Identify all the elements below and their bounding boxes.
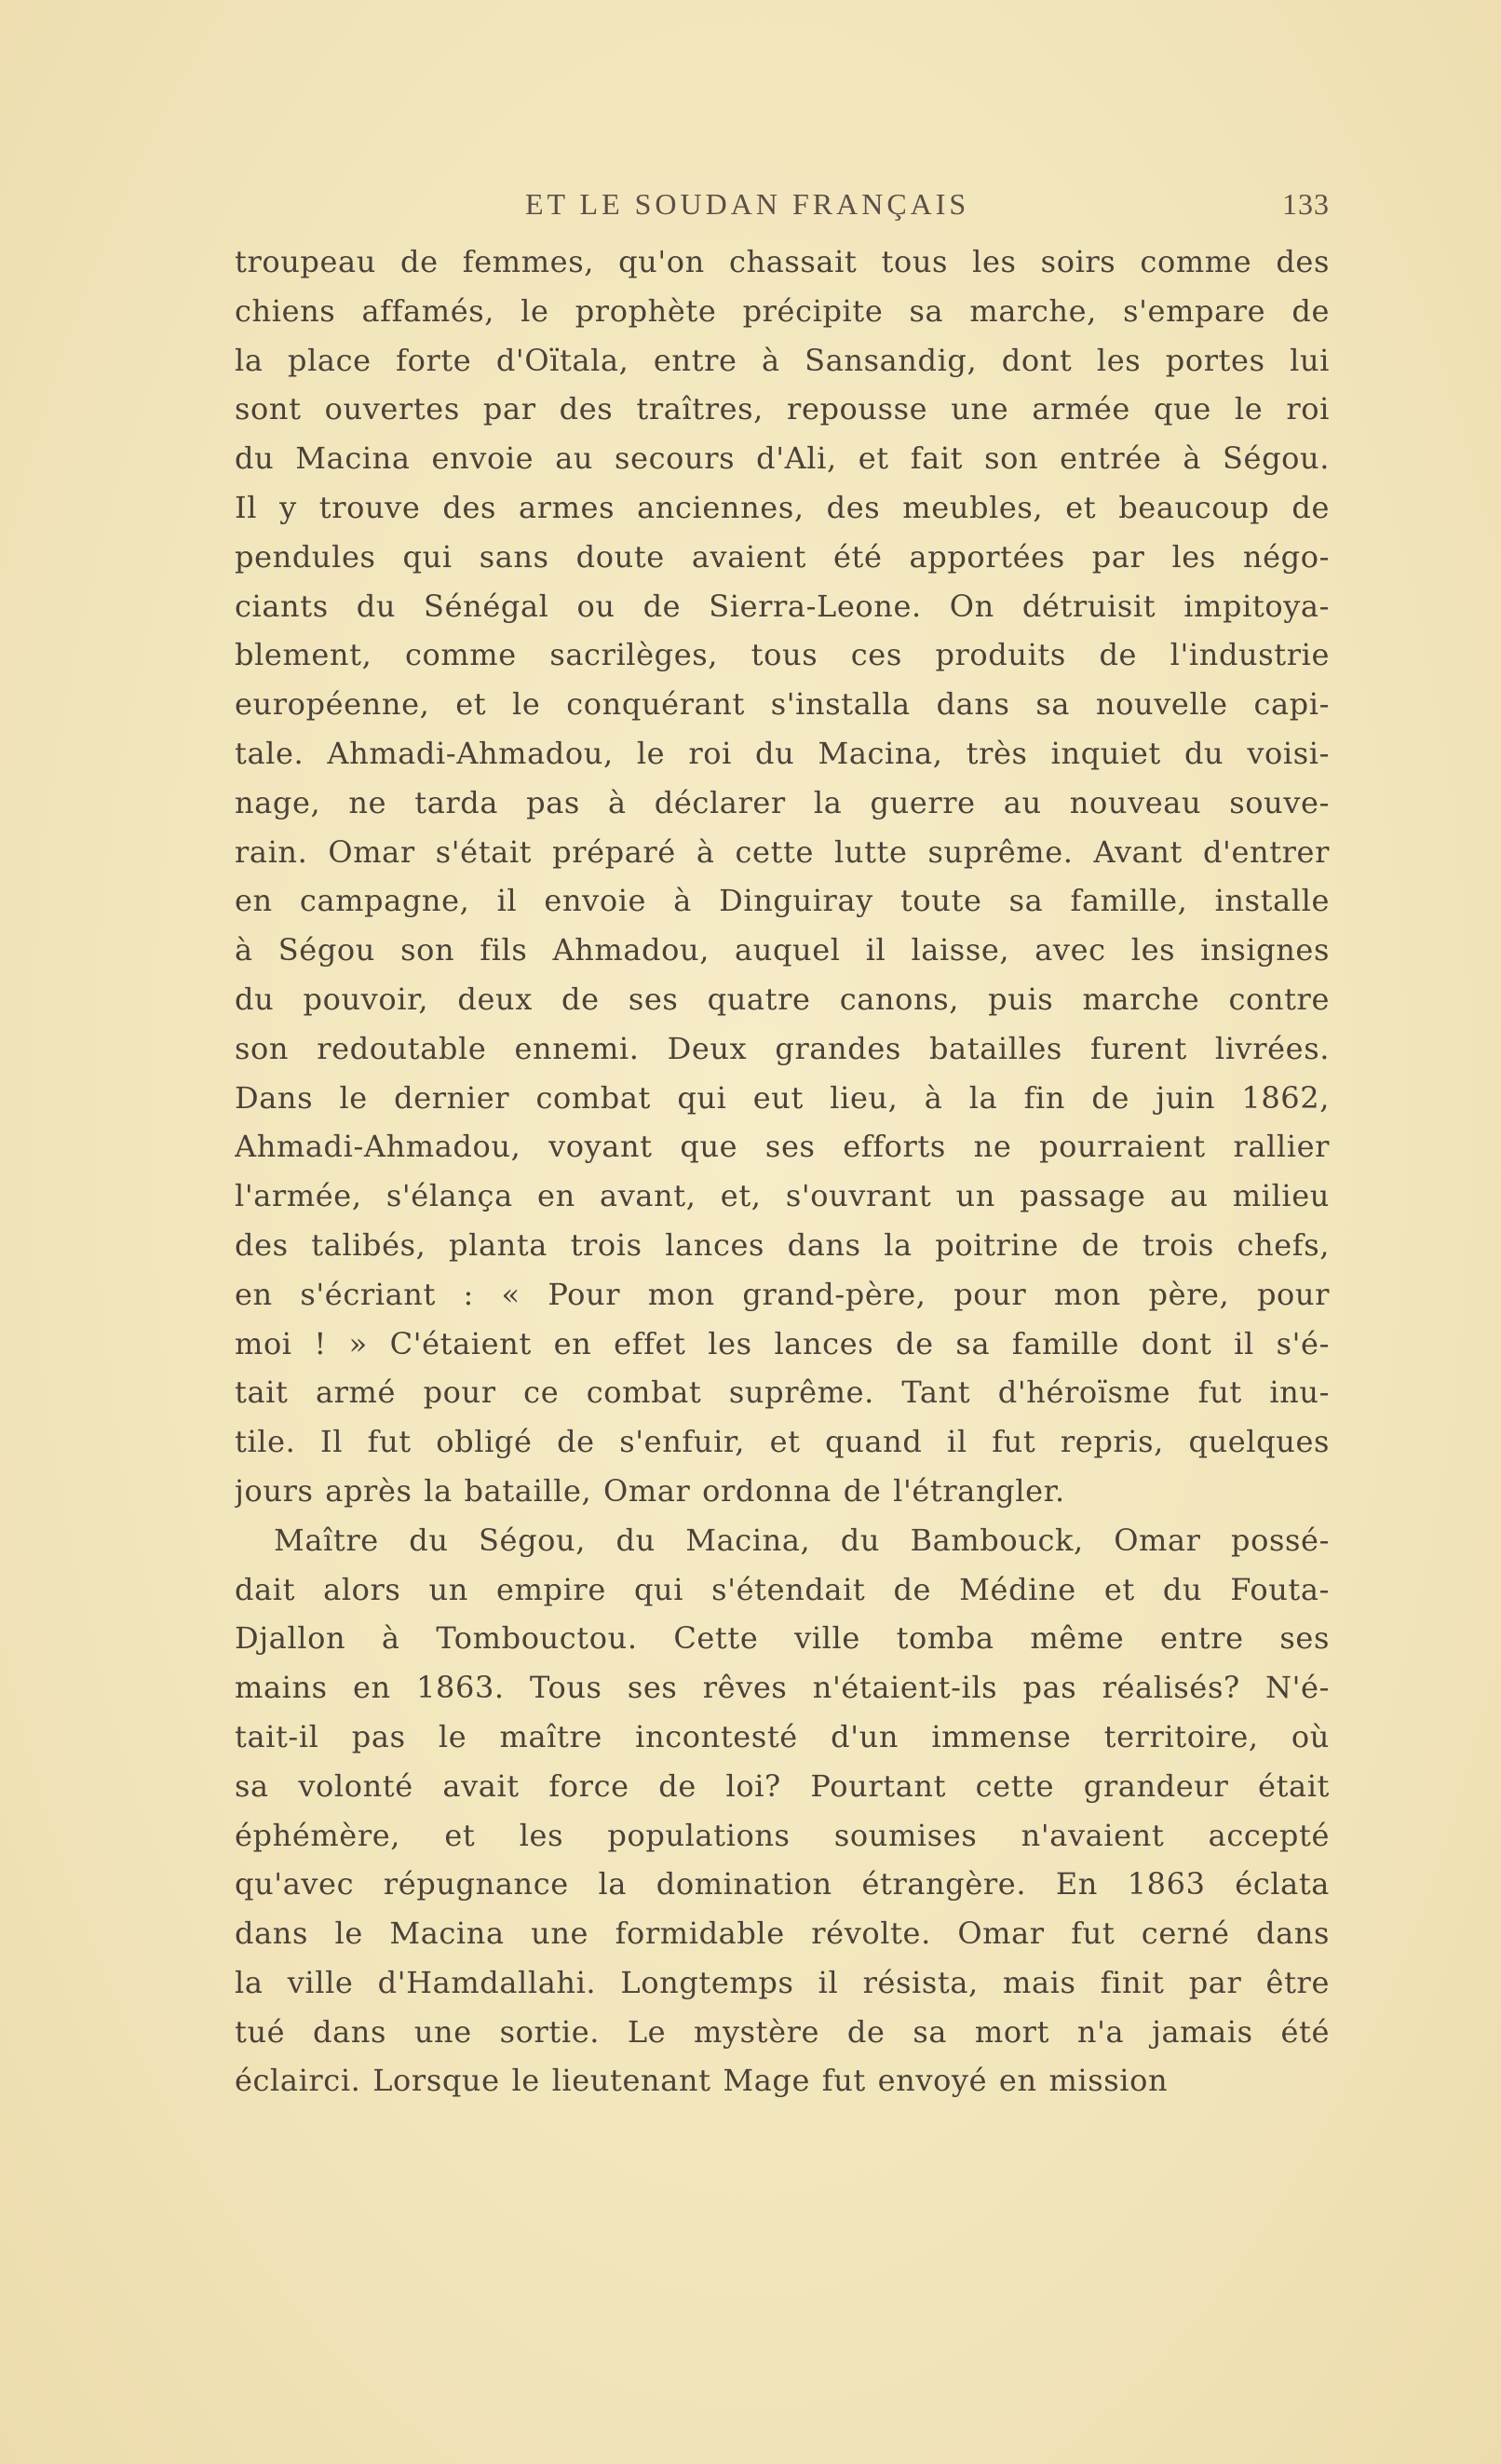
text-line: blement, comme sacrilèges, tous ces produits de l'industrie [235, 637, 1330, 673]
text-line: la place forte d'Oïtala, entre à Sansandig, dont les portes lui [235, 342, 1330, 378]
text-line: du pouvoir, deux de ses quatre canons, puis marche contre [235, 981, 1330, 1017]
text-line: tait armé pour ce combat suprême. Tant d'héroïsme fut inu- [235, 1374, 1330, 1411]
text-line: éphémère, et les populations soumises n'avaient accepté [235, 1817, 1330, 1853]
paragraph [235, 237, 1330, 1516]
text-line: Ahmadi-Ahmadou, voyant que ses efforts ne pourraient rallier [235, 1129, 1330, 1165]
text-line: mains en 1863. Tous ses rêves n'étaient-ils pas réalisés? N'é- [235, 1670, 1330, 1706]
text-line: éclairci. Lorsque le lieutenant Mage fut envoyé en mission [235, 2063, 1169, 2099]
text-line: des talibés, planta trois lances dans la poitrine de trois chefs, [235, 1226, 1330, 1263]
text-line: en s'écriant : « Pour mon grand-père, pour mon père, pour [235, 1276, 1330, 1312]
body-text [235, 237, 1330, 2105]
text-line: Dans le dernier combat qui eut lieu, à la fin de juin 1862, [235, 1079, 1330, 1116]
text-line: tait-il pas le maître incontesté d'un immense territoire, où [235, 1718, 1330, 1754]
text-line: troupeau de femmes, qu'on chassait tous les soirs comme des [235, 244, 1330, 279]
text-line: nage, ne tarda pas à déclarer la guerre au nouveau souve- [235, 784, 1330, 820]
text-line: chiens affamés, le prophète précipite sa marche, s'empare de [235, 292, 1330, 329]
text-line: dait alors un empire qui s'étendait de Médine et du Fouta- [235, 1571, 1330, 1607]
text-line: tale. Ahmadi-Ahmadou, le roi du Macina, très inquiet du voisi- [235, 735, 1330, 771]
page-header [235, 182, 1330, 237]
text-line: sont ouvertes par des traîtres, repousse une armée que le roi [235, 391, 1330, 427]
text-line: la ville d'Hamdallahi. Longtemps il résista, mais finit par être [235, 1964, 1330, 2000]
text-line: pendules qui sans doute avaient été apportées par les négo- [235, 538, 1330, 575]
book-page [235, 182, 1330, 2105]
text-line: jours après la bataille, Omar ordonna de l'étrangler. [235, 1472, 1065, 1509]
text-line: dans le Macina une formidable révolte. Omar fut cerné dans [235, 1916, 1330, 1952]
text-line: du Macina envoie au secours d'Ali, et fait son entrée à Ségou. [235, 440, 1330, 477]
text-line: qu'avec répugnance la domination étrangère. En 1863 éclata [235, 1866, 1330, 1902]
text-line: tué dans une sortie. Le mystère de sa mort n'a jamais été [235, 2013, 1330, 2050]
text-line: tile. Il fut obligé de s'enfuir, et quand il fut repris, quelques [235, 1424, 1330, 1460]
text-line: en campagne, il envoie à Dinguiray toute sa famille, installe [235, 883, 1330, 919]
text-line: à Ségou son fils Ahmadou, auquel il laisse, avec les insignes [235, 932, 1330, 968]
text-line: sa volonté avait force de loi? Pourtant cette grandeur était [235, 1767, 1330, 1804]
text-line: ciants du Sénégal ou de Sierra-Leone. On détruisit impitoya- [235, 588, 1330, 624]
text-line: Djallon à Tombouctou. Cette ville tomba même entre ses [235, 1620, 1330, 1657]
text-line: l'armée, s'élança en avant, et, s'ouvrant un passage au milieu [235, 1178, 1330, 1214]
text-line: Maître du Ségou, du Macina, du Bambouck, Omar possé- [274, 1522, 1330, 1558]
text-line: européenne, et le conquérant s'installa dans sa nouvelle capi- [235, 686, 1330, 723]
paragraph [235, 1516, 1330, 2106]
text-line: Il y trouve des armes anciennes, des meubles, et beaucoup de [235, 489, 1330, 525]
running-title: ET LE SOUDAN FRANÇAIS [525, 187, 970, 221]
text-line: rain. Omar s'était préparé à cette lutte suprême. Avant d'entrer [235, 833, 1330, 870]
text-line: moi ! » C'étaient en effet les lances de sa famille dont il s'é- [235, 1325, 1330, 1361]
page-number: 133 [1282, 187, 1330, 221]
text-line: son redoutable ennemi. Deux grandes batailles furent livrées. [235, 1030, 1330, 1066]
